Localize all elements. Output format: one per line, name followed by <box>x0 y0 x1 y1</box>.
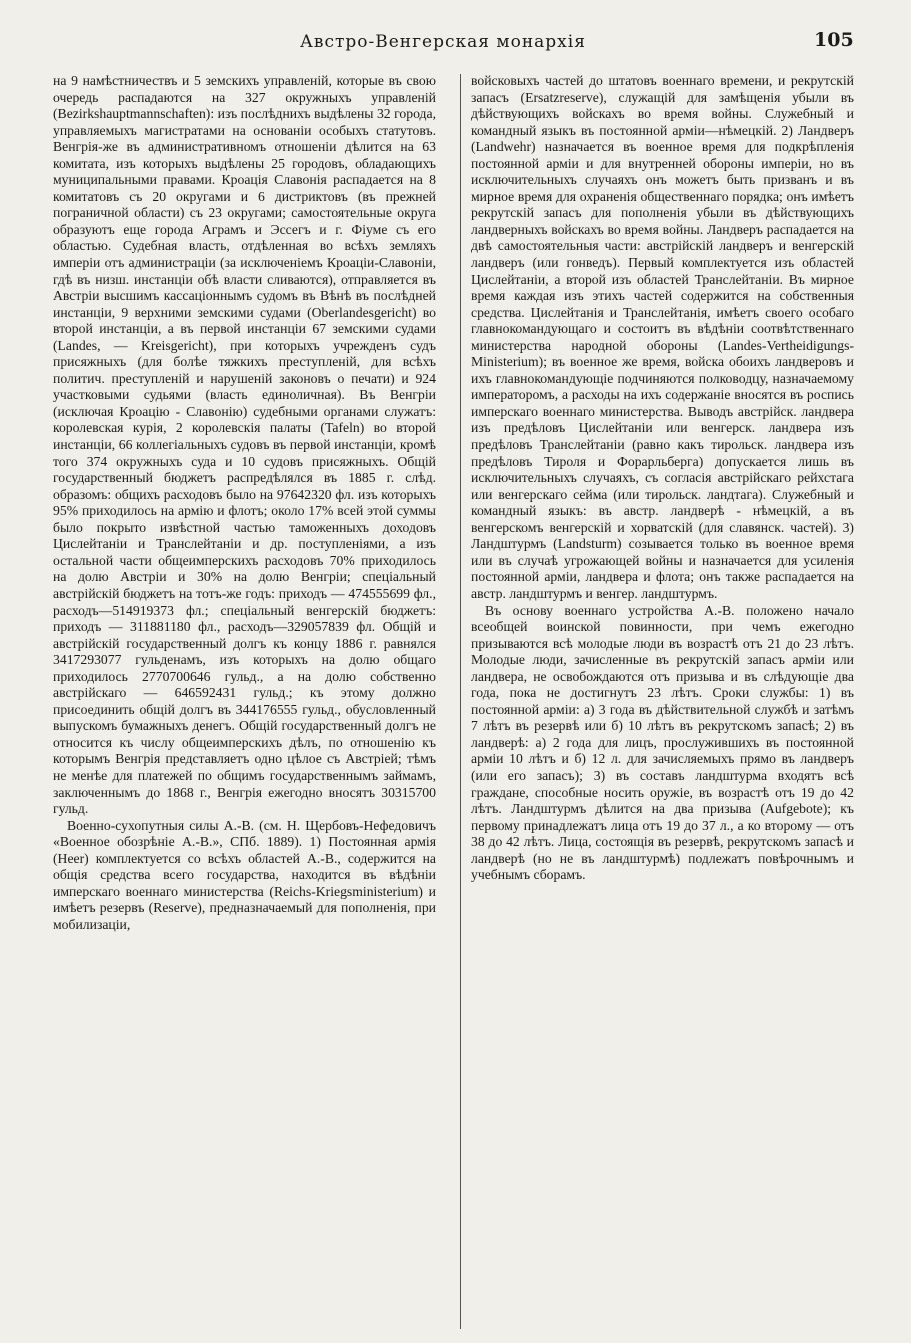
column-divider <box>460 74 461 1329</box>
page-number: 105 <box>814 29 854 51</box>
page-header <box>0 29 911 58</box>
running-title: Австро-Венгерская монархія <box>300 32 586 52</box>
right-column <box>471 73 854 1335</box>
paragraph-landwehr: войсковыхъ частей до штатовъ военнаго времени, и рекрутскій запасъ (Ersatzreserve), служащій для замѣщенія убыли въ дѣйствующихъ войскахъ во время войны. Служебный и командный языкъ въ постоянной арміи—нѣмецкій. 2) Ландверъ (Landwehr) назначается въ военное время для подкрѣпленія постоянной арміи и для внутренней обороны имперіи, но въ исключительныхъ случаяхъ онъ можетъ быть призванъ и въ мирное время для охраненія общественнаго порядка; онъ имѣетъ рекрутскій запасъ для пополненія убыли въ дѣйствующихъ ландверныхъ войскахъ во время войны. Ландверъ распадается на двѣ самостоятельныя части: австрійскій ландверъ и венгерскій ландверъ (или гонведъ). Первый комплектуется изъ областей Цислейтаніи, а второй изъ областей Транслейтаніи. Въ мирное время каждая изъ этихъ частей содержится на собственныя средства. Цислейтанія и Транслейтанія, имѣетъ своего особаго главнокомандующаго и состоитъ въ вѣдѣніи соотвѣтственнаго министерства народной обороны (Landes-Vertheidigungs-Ministerium); въ военное же время, войска обоихъ ландверовъ и ихъ главнокомандующіе подчиняются полководцу, назначаемому императоромъ, а расходы на ихъ содержаніе вносятся въ роспись имперскаго военнаго министерства. Выводъ австрійск. ландвера изъ предѣловъ Цислейтаніи или венгерск. ландвера изъ предѣловъ Транслейтаніи (равно какъ тирольск. ландвера изъ предѣловъ Тироля и Форарльберга) допускается лишь въ исключительныхъ случаяхъ, съ согласія австрійскаго рейхстага или венгерскаго сейма (или тирольск. ландтага). Служебный и командный языкъ: въ австр. ландверѣ - нѣмецкій, а въ венгерскомъ венгерскій и хорватскій (для славянск. частей). 3) Ландштурмъ (Landsturm) созывается только въ военное время или въ случаѣ угрожающей войны и назначается для усиленія постоянной арміи, ландвера и флота; онъ также распадается на австр. ландштурмъ и венгер. ландштурмъ. <box>471 73 854 601</box>
paragraph-court-system: на 9 намѣстничествъ и 5 земскихъ управленій, которые въ свою очередь распадаются на 327 окружныхъ управленій (Bezirkshauptmannschaften): изъ послѣднихъ выдѣлены 32 города, управляемыхъ магистратами на основаніи особыхъ статутовъ. Венгрія-же въ административномъ отношеніи дѣлится на 63 комитата, изъ которыхъ выдѣлены 25 городовъ, обладающихъ муниципальными правами. Кроація Славонія распадается на 8 комитатовъ съ 20 округами и 6 дистриктовъ (въ прежней пограничной области) съ 23 округами; самостоятельные округа образуютъ еще города Аграмъ и Эссегъ и г. Фіуме съ его областью. Судебная власть, отдѣленная во всѣхъ земляхъ имперіи отъ администраціи (за исключеніемъ Кроаціи-Славоніи, гдѣ въ низш. инстанціи обѣ власти сливаются), отправляется въ Австріи высшимъ кассаціоннымъ судомъ въ Вѣнѣ въ послѣдней инстанціи, 9 верхними земскими судами (Oberlandesgericht) во второй инстанціи, а въ первой инстанціи 67 земскими судами (Landes, — Kreisgericht), при которыхъ учрежденъ судъ присяжныхъ (для болѣе тяжкихъ преступленій, для всѣхъ политич. преступленій и нарушеній законовъ о печати) и 924 участковыми судьями (власть единоличная). Въ Венгріи (исключая Кроацію - Славонію) судебными органами служатъ: королевская курія, 2 королевскія палаты (Tafeln) во второй инстанціи, 66 коллегіальныхъ судовъ въ первой инстанціи, кромѣ того 374 окружныхъ суда и 10 судовъ присяжныхъ. Общій государственный бюджетъ распредѣлялся въ 1885 г. слѣд. образомъ: общихъ расходовъ было на 97642320 фл. изъ которыхъ 95% приходилось на армію и флотъ; около 17% всей этой суммы было покрыто извѣстной частью таможенныхъ доходовъ Цислейтаніи и Транслейтаніи и др. поступленіями, а изъ остальной части общеимперскихъ расходовъ 70% приходилось на долю Австріи и 30% на долю Венгріи; спеціальный австрійскій бюджетъ на тотъ-же годъ: приходъ — 474555699 фл., расходъ—514919373 фл.; спеціальный венгерскій бюджетъ: приходъ — 311881180 фл., расходъ—329057839 фл. Общій и австрійскій государственный долгъ къ концу 1886 г. равнялся 3417293077 гульденамъ, изъ которыхъ на долю общаго приходилось 2770700646 гульд., а на долю собственно австрійскаго — 646592431 гульд.; къ этому должно присоединить общій долгъ въ 344176555 гульд., обусловленный выпускомъ бумажныхъ денегъ. Общій государственный долгъ не относится къ числу общеимперскихъ дѣлъ, по отношенію къ которымъ Венгрія представляетъ одно цѣлое съ Австріей; тѣмъ не менѣе для платежей по общимъ государственнымъ займамъ, заключеннымъ до 1868 г., Венгрія ежегодно вносятъ 30315700 гульд. <box>53 73 436 817</box>
paragraph-land-forces: Военно-сухопутныя силы А.-В. (см. Н. Щербовъ-Нефедовичъ «Военное обозрѣніе А.-В.», СПб. 1889). 1) Постоянная армія (Heer) комплектуется со всѣхъ областей А.-В., содержится на общія средства всего государства, находится въ вѣдѣніи имперскаго военнаго министерства (Reichs-Kriegsministerium) и имѣетъ резервъ (Reserve), предназначаемый для пополненія, при мобилизаціи, <box>53 817 436 932</box>
left-column <box>53 73 436 1335</box>
paragraph-conscription: Въ основу военнаго устройства А.-В. положено начало всеобщей воинской повинности, при чемъ ежегодно призываются всѣ молодые люди въ возрастѣ отъ 21 до 23 лѣтъ. Молодые люди, зачисленные въ рекрутскій запасъ арміи или ландвера, не освобождаются отъ призыва и въ слѣдующіе два года, пока не достигнутъ 23 лѣтъ. Сроки службы: 1) въ постоянной арміи: а) 3 года въ дѣйствительной службѣ и затѣмъ 7 лѣтъ въ резервѣ или б) 10 лѣтъ въ рекрутскомъ запасѣ; 2) въ ландверѣ: а) 2 года для лицъ, прослужившихъ въ постоянной арміи 10 лѣтъ и б) 12 л. для зачисляемыхъ прямо въ ландверъ (или его запасъ); 3) въ составъ ландштурма входятъ всѣ граждане, способные носить оружіе, въ возрастѣ отъ 19 до 42 лѣтъ. Ландштурмъ дѣлится на два призыва (Aufgebote); къ первому принадлежатъ лица отъ 19 до 37 л., а ко второму — отъ 38 до 42 лѣтъ. Лица, состоящія въ резервѣ, рекрутскомъ запасѣ и ландверѣ (но не въ ландштурмѣ) подлежатъ повѣрочнымъ и учебнымъ сборамъ. <box>471 602 854 883</box>
